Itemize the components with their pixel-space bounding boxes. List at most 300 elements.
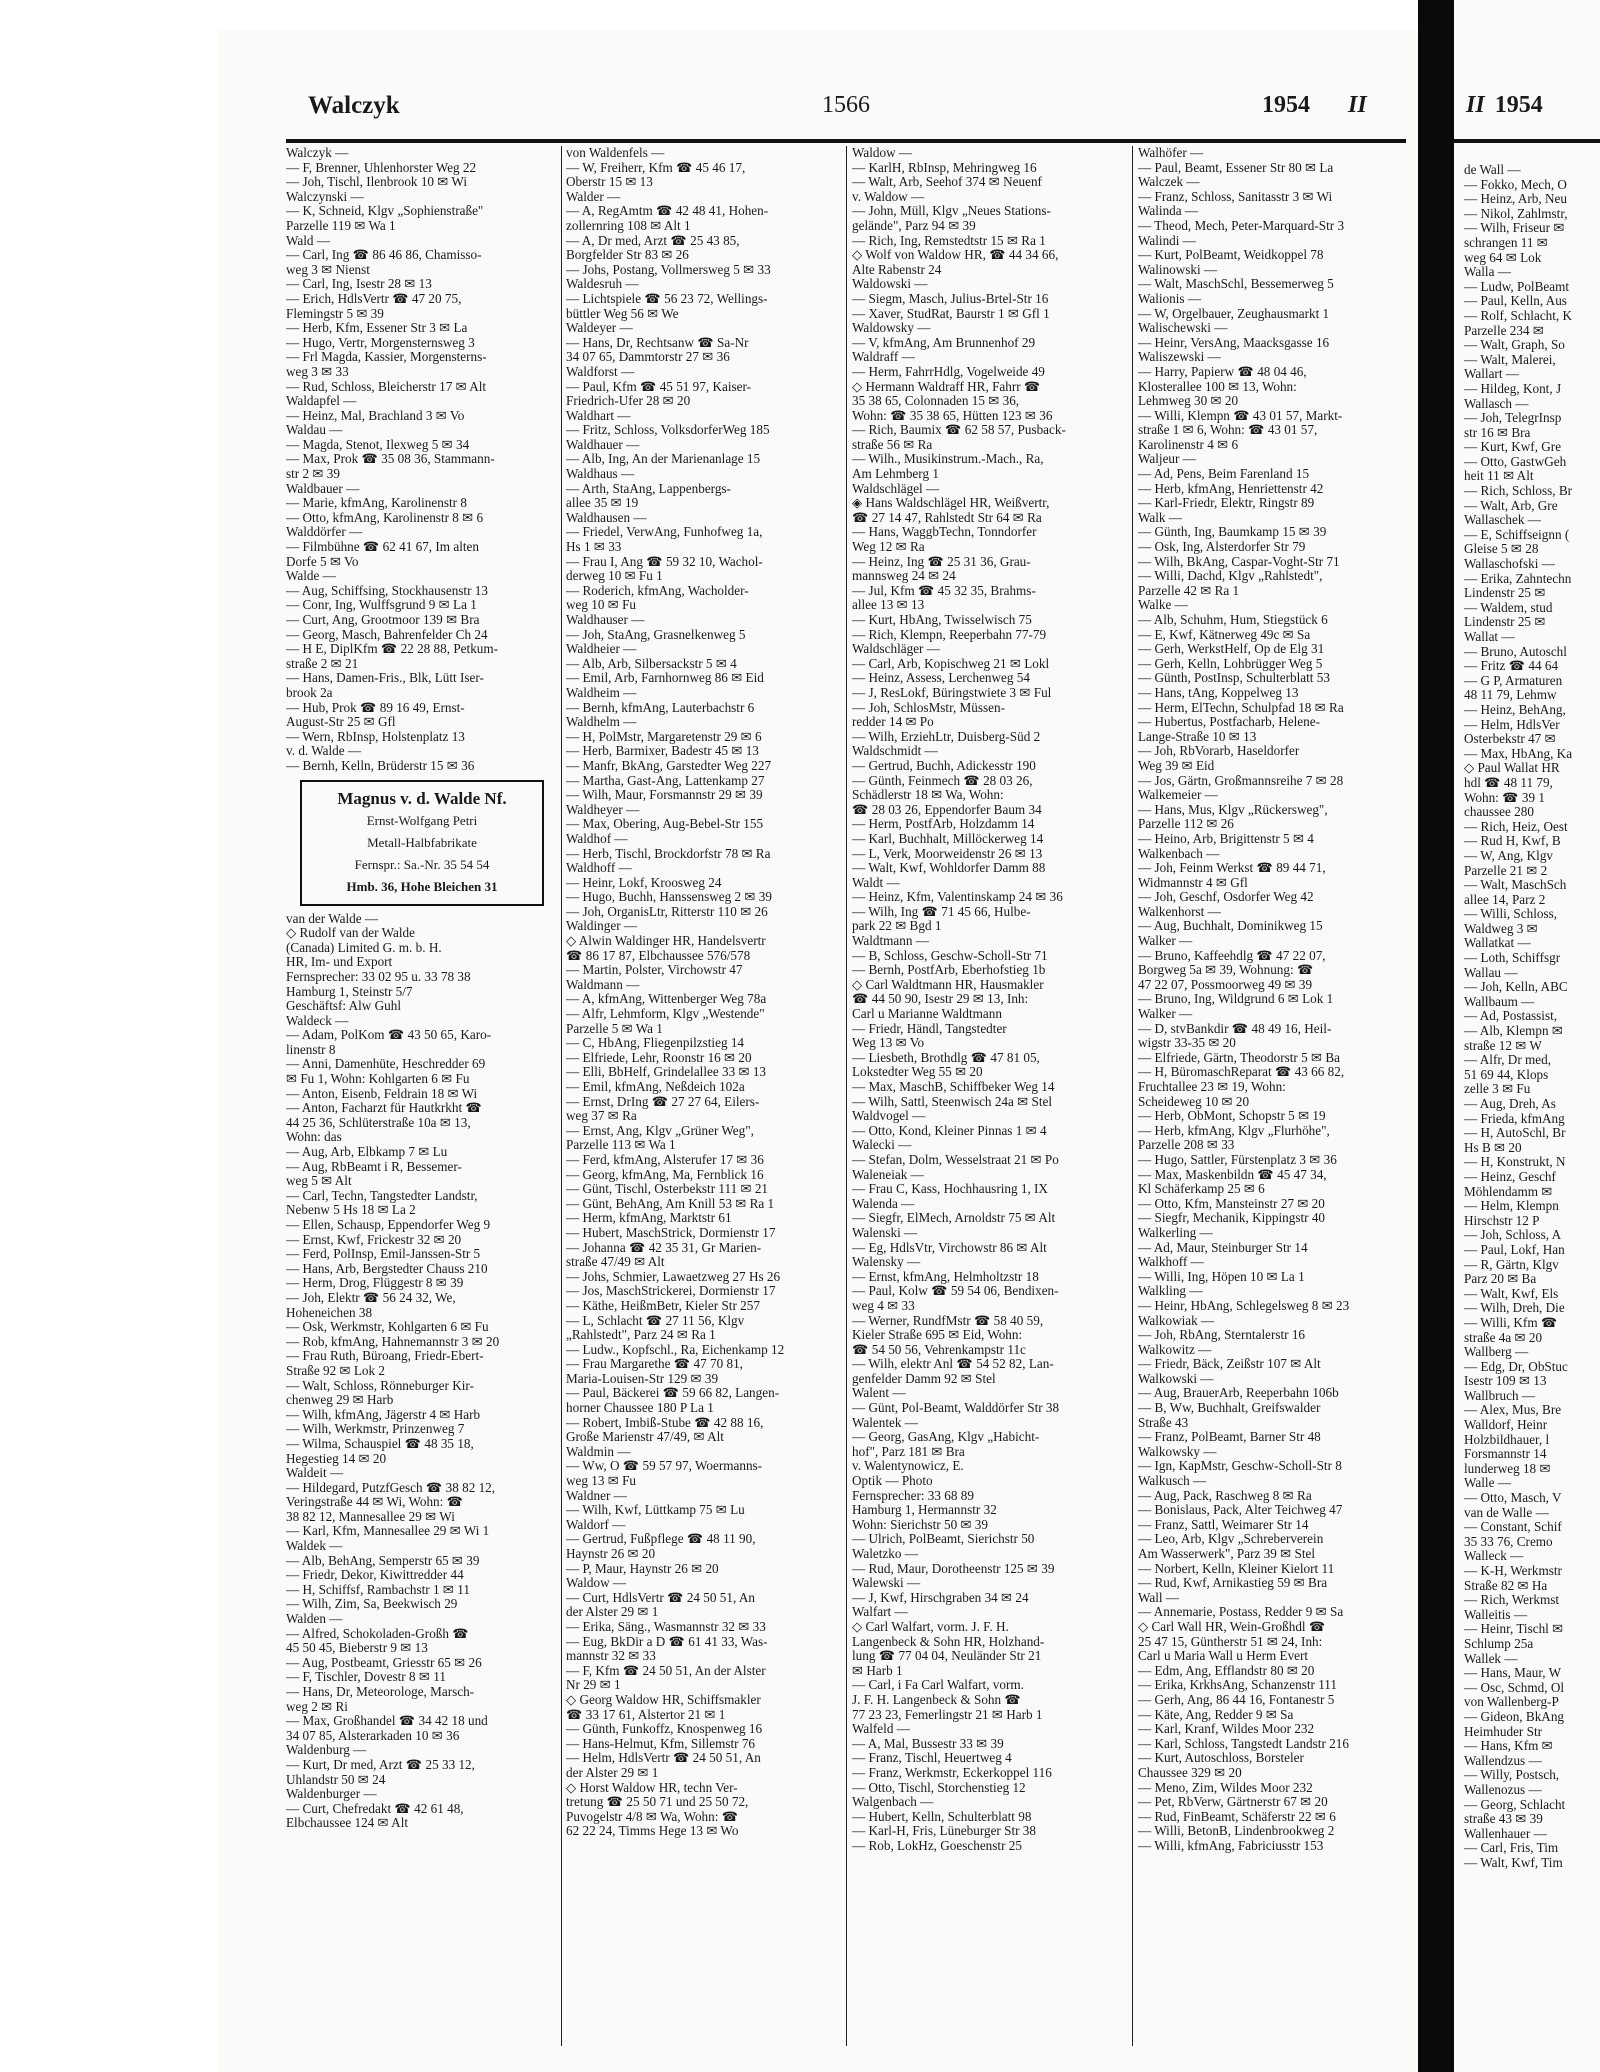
directory-entry-line: Dorfe 5 ✉ Vo [286,553,359,569]
directory-entry-line: — Aug, BrauerArb, Reeperbahn 106b [1138,1385,1339,1401]
directory-entry-line: — Eg, HdlsVtr, Virchowstr 86 ✉ Alt [852,1239,1047,1255]
directory-entry-line: — Aug, RbBeamt i R, Bessemer- [286,1158,462,1174]
directory-entry-line: Parzelle 21 ✉ 2 [1464,862,1548,878]
directory-entry-line: — Wilh, kfmAng, Jägerstr 4 ✉ Harb [286,1406,481,1422]
facing-page-column [1464,163,1600,1870]
directory-entry-line: Waldenburger — [286,1786,377,1802]
directory-entry-line: Walle — [1464,1475,1511,1491]
directory-entry-line: Borgweg 5a ✉ 39, Wohnung: ☎ [1138,962,1314,978]
directory-entry-line: — Aug, Pack, Raschweg 8 ✉ Ra [1138,1487,1312,1503]
directory-entry-line: Waldhauer — [566,436,640,452]
directory-entry-line: — Franz, Tischl, Heuertweg 4 [852,1750,1012,1766]
directory-entry-line: — Robert, Imbiß-Stube ☎ 42 88 16, [566,1414,764,1430]
directory-entry-line: — L, Verk, Moorweidenstr 26 ✉ 13 [852,845,1043,861]
directory-entry-line: Walenda — [852,1195,915,1211]
directory-entry-line: Lokstedter Weg 55 ✉ 20 [852,1064,983,1080]
directory-entry-line: — D, stvBankdir ☎ 48 49 16, Heil- [1138,1020,1332,1036]
directory-entry-line: — Helm, HdlsVer [1464,716,1560,732]
ad-address: Hmb. 36, Hohe Bleichen 31 [346,878,498,894]
directory-entry-line: — Heinz, Arb, Neu [1464,191,1567,207]
directory-entry-line: Klosterallee 100 ✉ 13, Wohn: [1138,378,1297,394]
directory-entry-line: 44 25 36, Schlüterstraße 10a ✉ 13, [286,1114,471,1130]
running-head-year: 1954 [1262,92,1310,118]
directory-entry-line: Waldtmann — [852,933,929,949]
directory-entry-line: Parzelle 119 ✉ Wa 1 [286,217,396,233]
directory-entry-line: Waldapfel — [286,393,357,409]
facing-page-header [1466,92,1543,119]
directory-entry-line: — Anton, Facharzt für Hautkrkht ☎ [286,1100,482,1116]
directory-entry-line: — Hans, Arb, Bergstedter Chauss 210 [286,1260,488,1276]
directory-entry-line: — R, Gärtn, Klgv [1464,1256,1559,1272]
directory-entry-line: — Bruno, Ing, Wildgrund 6 ✉ Lok 1 [1138,991,1334,1007]
directory-entry-line: brook 2a [286,684,333,700]
directory-entry-line: Walkowsky — [1138,1443,1217,1459]
directory-entry-line: — Ad, Postassist, [1464,1008,1558,1024]
directory-entry-line: — Walt, MaschSch [1464,877,1567,893]
directory-entry-line: — C, HbAng, Fliegenpilzstieg 14 [566,1035,745,1051]
facing-page [1454,0,1600,2072]
directory-entry-line: — Carl, Ing ☎ 86 46 86, Chamisso- [286,247,482,263]
directory-entry-line: Lindenstr 25 ✉ [1464,614,1546,630]
directory-entry-line: — Walt, Kwf, Wohldorfer Damm 88 [852,860,1046,876]
directory-entry-line: — Gertrud, Buchh, Adickesstr 190 [852,757,1036,773]
directory-entry-line: Straße 43 [1138,1414,1189,1430]
directory-entry-line: Isestr 109 ✉ 13 [1464,1373,1547,1389]
facing-page-volume: II [1466,92,1485,118]
directory-entry-line: Geschäftsf: Alw Guhl [286,998,402,1014]
directory-entry-line: — Otto, Kond, Kleiner Pinnas 1 ✉ 4 [852,1122,1047,1138]
directory-entry-line: — Rud, Maur, Dorotheenstr 125 ✉ 39 [852,1560,1055,1576]
directory-entry-line: — Paul, Kfm ☎ 45 51 97, Kaiser- [566,378,752,394]
directory-entry-line: Weg 39 ✉ Eid [1138,757,1215,773]
directory-entry-line: — Wilh, Friseur ✉ [1464,220,1565,236]
directory-entry-line: — Erich, HdlsVertr ☎ 47 20 75, [286,290,462,306]
directory-entry-line: Waldheyer — [566,801,640,817]
column-divider [561,146,562,2046]
directory-entry-line: ✉ Harb 1 [852,1662,903,1678]
directory-entry-line: — Carl, Fris, Tim [1464,1840,1559,1856]
directory-entry-line: 51 69 44, Klops [1464,1066,1549,1082]
directory-entry-line: Waldhof — [566,830,628,846]
directory-entry-line: — H, AutoSchl, Br [1464,1125,1566,1141]
directory-entry-line: — Annemarie, Postass, Redder 9 ✉ Sa [1138,1604,1344,1620]
directory-entry-line: — Erika, Zahntechn [1464,570,1572,586]
directory-entry-line: — Anni, Damenhüte, Heschredder 69 [286,1056,486,1072]
directory-entry-line: chaussee 280 [1464,804,1534,820]
directory-entry-line: Wallendzus — [1464,1752,1542,1768]
directory-entry-line: — Jul, Kfm ☎ 45 32 35, Brahms- [852,582,1036,598]
directory-entry-line: — Günt, Pol-Beamt, Walddörfer Str 38 [852,1400,1060,1416]
directory-entry-line: — Bernh, Kelln, Brüderstr 15 ✉ 36 [286,757,475,773]
directory-entry-line: Alte Rabenstr 24 [852,261,942,277]
directory-entry-line: ◇ Carl Waldtmann HR, Hausmakler [852,976,1044,992]
directory-entry-line: — Johanna ☎ 42 35 31, Gr Marien- [566,1239,762,1255]
directory-entry-line: Kl Schäferkamp 25 ✉ 6 [1138,1181,1265,1197]
directory-entry-line: Waldhauser — [566,612,645,627]
directory-entry-line: — W, Freiherr, Kfm ☎ 45 46 17, [566,159,746,175]
directory-entry-line: — Carl, Ing, Isestr 28 ✉ 13 [286,276,432,292]
directory-entry-line: — Heinz, Geschf [1464,1168,1556,1184]
directory-entry-line: — Kurt, Kwf, Gre [1464,439,1562,455]
directory-entry-line: — Harry, Papierw ☎ 48 04 46, [1138,363,1307,379]
column-1-entries-continued [286,912,556,1831]
directory-entry-line: — K, Schneid, Klgv „Sophienstraße" [286,203,484,219]
directory-entry-line: Walleitis — [1464,1606,1528,1622]
column-divider [1132,146,1133,2046]
directory-entry-line: — Alex, Mus, Bre [1464,1402,1562,1418]
directory-entry-line: — Günth, Feinmech ☎ 28 03 26, [852,772,1033,788]
directory-entry-line: — Bernh, PostfArb, Eberhofstieg 1b [852,962,1046,978]
directory-entry-line: Walinda — [1138,203,1199,219]
directory-entry-line: — Friedr, Händl, Tangstedter [852,1020,1007,1036]
directory-entry-line: Nebenw 5 Hs 18 ✉ La 2 [286,1202,416,1218]
directory-entry-line: — Eug, BkDir a D ☎ 61 41 33, Was- [566,1633,768,1649]
directory-entry-line: — H E, DiplKfm ☎ 22 28 88, Petkum- [286,641,499,657]
directory-entry-line: Straße 92 ✉ Lok 2 [286,1362,385,1378]
directory-entry-line: allee 13 ✉ 13 [852,597,925,613]
directory-entry-line: — Wern, RbInsp, Holstenplatz 13 [286,728,465,744]
directory-entry-line: — Rolf, Schlacht, K [1464,307,1573,323]
directory-entry-line: ☎ 86 17 87, Elbchaussee 576/578 [566,947,751,963]
directory-entry-line: — Georg, Masch, Bahrenfelder Ch 24 [286,626,488,642]
directory-entry-line: Waldeck — [286,1012,349,1028]
directory-entry-line: Hamburg 1, Hermannstr 32 [852,1502,997,1518]
directory-entry-line: Waldschmidt — [852,743,938,759]
directory-entry-line: straße 47/49 ✉ Alt [566,1254,665,1270]
directory-entry-line: — K-H, Werkmstr [1464,1563,1562,1578]
directory-entry-line: redder 14 ✉ Po [852,714,934,730]
directory-entry-line: Walkenhorst — [1138,903,1221,919]
directory-entry-line: — Wilh, Zim, Sa, Beekwisch 29 [286,1596,458,1612]
directory-entry-line: Wallat — [1464,629,1515,644]
directory-entry-line: von Waldenfels — [566,146,665,160]
directory-entry-line: Waldmann — [566,976,640,992]
directory-entry-line: — Ad, Pens, Beim Farenland 15 [1138,466,1310,482]
directory-entry-line: — Hubert, Kelln, Schulterblatt 98 [852,1808,1032,1824]
directory-entry-line: — A, Mal, Bussestr 33 ✉ 39 [852,1735,1004,1751]
directory-entry-line: — Aug, Schiffsing, Stockhausenstr 13 [286,582,488,598]
directory-entry-line: — Carl, Arb, Kopischweg 21 ✉ Lokl [852,655,1050,671]
directory-entry-line: Wallenozus — [1464,1781,1542,1797]
directory-entry-line: Wohn: Sierichstr 50 ✉ 39 [852,1516,988,1532]
directory-entry-line: — Emil, Arb, Farnhornweg 86 ✉ Eid [566,670,764,686]
directory-entry-line: — Theod, Mech, Peter-Marquard-Str 3 [1138,217,1345,233]
directory-entry-line: — Otto, Tischl, Storchenstieg 12 [852,1779,1026,1795]
directory-entry-line: Walinowski — [1138,261,1218,277]
directory-entry-line: — Frl Magda, Kassier, Morgensterns- [286,349,487,365]
directory-entry-line: — Ernst, DrIng ☎ 27 27 64, Eilers- [566,1093,760,1109]
directory-entry-line: Oberstr 15 ✉ 13 [566,174,653,190]
directory-entry-line: Waldschlägel — [852,480,940,496]
directory-entry-line: — Joh, OrganisLtr, Ritterstr 110 ✉ 26 [566,903,768,919]
directory-entry-line: Waleneiak — [852,1166,924,1182]
directory-entry-line: Walkowiak — [1138,1312,1215,1328]
directory-entry-line: Waldau — [286,422,343,438]
directory-entry-line: — Hugo, Buchh, Hanssensweg 2 ✉ 39 [566,889,772,905]
directory-entry-line: weg 3 ✉ Nienst [286,261,370,277]
directory-entry-line: Walleck — [1464,1548,1524,1564]
directory-entry-line: Veringstraße 44 ✉ Wi, Wohn: ☎ [286,1494,464,1510]
directory-entry-line: — Frau Margarethe ☎ 47 70 81, [566,1356,743,1372]
directory-entry-line: — Käthe, HeißmBetr, Kieler Str 257 [566,1297,760,1313]
directory-entry-line: Karolinenstr 4 ✉ 6 [1138,436,1239,452]
directory-entry-line: — Otto, Kfm, Mansteinstr 27 ✉ 20 [1138,1195,1325,1211]
directory-entry-line: Wallberg — [1464,1344,1529,1360]
directory-entry-line: — Rich, Klempn, Reeperbahn 77-79 [852,626,1047,642]
directory-entry-line: Wallasch — [1464,395,1529,411]
directory-entry-line: — Erika, KrkhsAng, Schanzenstr 111 [1138,1677,1337,1693]
directory-entry-line: — Georg, GasAng, Klgv „Habicht- [852,1429,1040,1445]
directory-entry-line: — Friedel, VerwAng, Funhofweg 1a, [566,524,763,540]
directory-entry-line: — Joh, RbVorarb, Haseldorfer [1138,743,1300,759]
directory-entry-line: van de Walle — [1464,1504,1549,1520]
directory-entry-line: — Walt, Arb, Seehof 374 ✉ Neuenf [852,174,1042,190]
directory-entry-line: Parz 20 ✉ Ba [1464,1271,1537,1287]
directory-entry-line: — W, Ang, Klgv [1464,847,1554,863]
directory-entry-line: — Günth, Funkoffz, Knospenweg 16 [566,1721,763,1737]
directory-entry-line: — H, Konstrukt, N [1464,1154,1566,1170]
directory-entry-line: — Wilh, Werkmstr, Prinzenweg 7 [286,1421,465,1437]
directory-entry-line: weg 37 ✉ Ra [566,1108,637,1124]
directory-entry-line: von Wallenberg-P [1464,1694,1559,1710]
directory-entry-line: 77 23 23, Femerlingstr 21 ✉ Harb 1 [852,1706,1043,1722]
directory-entry-line: Wall — [1138,1589,1180,1605]
directory-entry-line: Walensky — [852,1254,921,1270]
directory-entry-line: — Kurt, HbAng, Twisselwisch 75 [852,612,1032,627]
directory-entry-line: — Manfr, BkAng, Garstedter Weg 227 [566,757,772,773]
directory-entry-line: — Max, Großhandel ☎ 34 42 18 und [286,1713,488,1729]
directory-entry-line: lunderweg 18 ✉ [1464,1460,1551,1476]
directory-entry-line: — Ernst, Ang, Klgv „Grüner Weg", [566,1122,754,1138]
directory-entry-line: Waldeyer — [566,320,633,336]
directory-entry-line: — Wilh, elektr Anl ☎ 54 52 82, Lan- [852,1356,1054,1372]
directory-entry-line: — Wilh, BkAng, Caspar-Voght-Str 71 [1138,553,1340,569]
directory-entry-line: — KarlH, RbInsp, Mehringweg 16 [852,159,1037,175]
directory-entry-line: — Roderich, kfmAng, Wacholder- [566,582,749,598]
directory-entry-line: ✉ Fu 1, Wohn: Kohlgarten 6 ✉ Fu [286,1071,470,1087]
directory-entry-line: Waldbauer — [286,480,360,496]
directory-entry-line: — Hubert, MaschStrick, Dormienstr 17 [566,1224,776,1240]
directory-entry-line: Waljeur — [1138,451,1196,467]
directory-entry-line: Walker — [1138,933,1193,949]
directory-entry-line: — A, Dr med, Arzt ☎ 25 43 85, [566,232,740,248]
directory-entry-line: straße 2 ✉ 21 [286,655,359,671]
directory-entry-line: Waldow — [852,146,913,160]
directory-entry-line: Walla — [1464,264,1511,280]
directory-entry-line: derweg 10 ✉ Fu 1 [566,568,663,584]
directory-entry-line: — Wilma, Schauspiel ☎ 48 35 18, [286,1435,474,1451]
directory-entry-line: — Friedr, Bäck, Zeißstr 107 ✉ Alt [1138,1356,1321,1372]
directory-entry-line: — Günt, BehAng, Am Knill 53 ✉ Ra 1 [566,1195,775,1211]
directory-entry-line: — Nikol, Zahlmstr, [1464,205,1568,221]
directory-entry-line: — Rud, FinBeamt, Schäferstr 22 ✉ 6 [1138,1808,1336,1824]
directory-entry-line: allee 35 ✉ 19 [566,495,639,511]
directory-entry-line: — Franz, Werkmstr, Eckerkoppel 116 [852,1764,1052,1780]
directory-entry-line: — Heinz, Ing ☎ 25 31 36, Grau- [852,553,1031,569]
directory-entry-line: Maria-Louisen-Str 129 ✉ 39 [566,1370,719,1386]
directory-entry-line: — Otto, GastwGeh [1464,453,1567,469]
directory-entry-line: Carl u Marianne Waldtmann [852,1006,1002,1022]
directory-entry-line: — E, Schiffseignn ( [1464,526,1570,542]
directory-entry-line: — Frau I, Ang ☎ 59 32 10, Wachol- [566,553,763,569]
column-4-entries [1138,146,1410,1853]
directory-entry-line: HR, Im- und Export [286,954,393,970]
directory-entry-line: Walewski — [852,1575,921,1591]
directory-entry-line: — Werner, RundfMstr ☎ 58 40 59, [852,1312,1044,1328]
directory-entry-line: Wallaschofski — [1464,556,1555,572]
directory-entry-line: — Aug, Arb, Elbkamp 7 ✉ Lu [286,1144,448,1160]
directory-entry-line: — Walt, Kwf, Els [1464,1285,1559,1301]
directory-entry-line: Lindenstr 25 ✉ [1464,585,1546,601]
directory-entry-line: Walkowitz — [1138,1341,1212,1357]
directory-entry-line: ☎ 27 14 47, Rahlstedt Str 64 ✉ Ra [852,509,1042,525]
directory-entry-line: Wallek — [1464,1650,1518,1666]
directory-entry-line: — Herb, ObMont, Schopstr 5 ✉ 19 [1138,1108,1326,1124]
directory-entry-line: — Joh, Feinm Werkst ☎ 89 44 71, [1138,860,1326,876]
directory-entry-line: — Max, Obering, Aug-Bebel-Str 155 [566,816,764,832]
directory-entry-line: — Ferd, PolInsp, Emil-Janssen-Str 5 [286,1246,481,1262]
directory-entry-line: allee 14, Parz 2 [1464,891,1546,907]
column-1-entries [286,146,556,774]
directory-entry-line: — F, Kfm ☎ 24 50 51, An der Alster [566,1662,766,1678]
directory-entry-line: Straße 82 ✉ Ha [1464,1577,1548,1593]
directory-entry-line: weg 13 ✉ Fu [566,1473,637,1489]
directory-entry-line: — Hans, Maur, W [1464,1665,1562,1681]
column-3-entries [852,146,1122,1853]
directory-entry-line: — Alfred, Schokoladen-Großh ☎ [286,1625,469,1641]
directory-entry-line: — Adam, PolKom ☎ 43 50 65, Karo- [286,1027,492,1043]
directory-entry-line: — Paul, Beamt, Essener Str 80 ✉ La [1138,159,1334,175]
directory-entry-line: Fernsprecher: 33 68 89 [852,1487,974,1503]
directory-entry-line: — Conr, Ing, Wulffsgrund 9 ✉ La 1 [286,597,477,613]
column-divider [846,146,847,2046]
directory-entry-line: Waliszewski — [1138,349,1221,365]
directory-entry-line: — Gertrud, Fußpflege ☎ 48 11 90, [566,1531,756,1547]
column-4 [1138,146,1410,1853]
directory-entry-line: — A, kfmAng, Wittenberger Weg 78a [566,991,767,1007]
directory-entry-line: — Karl, Kranf, Wildes Moor 232 [1138,1721,1315,1737]
directory-entry-line: „Rahlstedt", Parz 24 ✉ Ra 1 [566,1327,716,1343]
directory-entry-line: Carl u Maria Wall u Herm Evert [1138,1648,1309,1664]
directory-entry-line: Hs B ✉ 20 [1464,1139,1522,1155]
directory-entry-line: — Georg, Schlacht [1464,1796,1566,1812]
directory-entry-line: — V, kfmAng, Am Brunnenhof 29 [852,334,1036,350]
directory-entry-line: ◇ Horst Waldow HR, techn Ver- [566,1779,738,1795]
directory-entry-line: — Helm, HdlsVertr ☎ 24 50 51, An [566,1750,761,1766]
directory-entry-line: — Constant, Schif [1464,1519,1562,1535]
directory-entry-line: — Siegfr, ElMech, Arnoldstr 75 ✉ Alt [852,1210,1056,1226]
directory-entry-line: — Bruno, Autoschl [1464,643,1567,659]
directory-entry-line: 38 82 12, Mannesallee 29 ✉ Wi [286,1508,455,1524]
directory-entry-line: — Stefan, Dolm, Wesselstraat 21 ✉ Po [852,1151,1059,1167]
directory-entry-line: — Jos, MaschStrickerei, Dormienstr 17 [566,1283,776,1299]
directory-entry-line: Waldheim — [566,684,637,700]
directory-entry-line: Waldeit — [286,1465,344,1481]
directory-entry-line: Wohn: ☎ 35 38 65, Hütten 123 ✉ 36 [852,407,1053,423]
directory-entry-line: — Elfriede, Gärtn, Theodorstr 5 ✉ Ba [1138,1049,1340,1065]
directory-entry-line: — Joh, Elektr ☎ 56 24 32, We, [286,1289,456,1305]
directory-entry-line: — Norbert, Kelln, Kleiner Kielort 11 [1138,1560,1335,1576]
directory-entry-line: Lehmweg 30 ✉ 20 [1138,393,1239,409]
directory-entry-line: Hirschstr 12 P [1464,1212,1540,1228]
directory-entry-line: der Alster 29 ✉ 1 [566,1604,659,1620]
directory-entry-line: — H, Schiffsf, Rambachstr 1 ✉ 11 [286,1581,470,1597]
column-2 [566,146,836,1839]
directory-entry-line: ☎ 44 50 90, Isestr 29 ✉ 13, Inh: [852,991,1029,1007]
directory-entry-line: August-Str 25 ✉ Gfl [286,714,396,730]
directory-entry-line: — Hubertus, Postfacharb, Helene- [1138,714,1321,730]
directory-entry-line: heit 11 ✉ Alt [1464,468,1534,484]
directory-entry-line: — W, Orgelbauer, Zeughausmarkt 1 [1138,305,1330,321]
directory-entry-line: ◇ Hermann Waldraff HR, Fahrr ☎ [852,378,1041,394]
directory-entry-line: hdl ☎ 48 11 79, [1464,774,1553,790]
directory-entry-line: ☎ 33 17 61, Alstertor 21 ✉ 1 [566,1706,726,1722]
directory-entry-line: Waldner — [566,1487,627,1503]
directory-entry-line: — Edm, Ang, Efflandstr 80 ✉ 20 [1138,1662,1315,1678]
directory-entry-line: — Heinr, Tischl ✉ [1464,1621,1564,1637]
directory-entry-line: — Frieda, kfmAng [1464,1110,1565,1126]
directory-entry-line: — Max, Prok ☎ 35 08 36, Stammann- [286,451,495,467]
directory-entry-line: Wallaschek — [1464,512,1541,528]
directory-entry-line: Waldraff — [852,349,915,365]
directory-entry-line: — Hans-Helmut, Kfm, Sillemstr 76 [566,1735,756,1751]
directory-entry-line: — Wilh., Musikinstrum.-Mach., Ra, [852,451,1044,467]
directory-entry-line: — Rich, Schloss, Br [1464,483,1573,499]
directory-entry-line: — Willi, Klempn ☎ 43 01 57, Markt- [1138,407,1343,423]
directory-entry-line: — Bernh, kfmAng, Lauterbachstr 6 [566,699,755,715]
directory-entry-line: Walddörfer — [286,524,363,540]
directory-entry-line: Waldesruh — [566,276,639,292]
directory-entry-line: — Bruno, Kaffeehdlg ☎ 47 22 07, [1138,947,1326,963]
directory-entry-line: — Georg, kfmAng, Ma, Fernblick 16 [566,1166,764,1182]
directory-entry-line: ◇ Alwin Waldinger HR, Handelsvertr [566,933,766,949]
directory-entry-line: Waldmin — [566,1443,631,1459]
directory-entry-line: Wallatkat — [1464,935,1531,951]
directory-entry-line: — Karl, Schloss, Tangstedt Landstr 216 [1138,1735,1349,1751]
directory-entry-line: — Joh, RbAng, Sterntalerstr 16 [1138,1327,1306,1343]
directory-entry-line: — Wilh, Kwf, Lüttkamp 75 ✉ Lu [566,1502,745,1518]
directory-entry-line: — Heinz, Kfm, Valentinskamp 24 ✉ 36 [852,889,1063,905]
running-head-volume: II [1348,92,1367,118]
directory-entry-line: — Ferd, kfmAng, Alsterufer 17 ✉ 36 [566,1151,764,1167]
directory-entry-line: Walkemeier — [1138,787,1218,803]
directory-entry-line: — Ernst, kfmAng, Helmholtzstr 18 [852,1268,1039,1284]
directory-entry-line: Walenski — [852,1224,918,1240]
directory-entry-line: Parzelle 208 ✉ 33 [1138,1137,1235,1153]
directory-entry-line: linenstr 8 [286,1041,336,1057]
directory-entry-line: ◇ Carl Walfart, vorm. J. F. H. [852,1618,1009,1634]
directory-entry-line: — Heino, Arb, Brigittenstr 5 ✉ 4 [1138,830,1314,846]
directory-entry-line: — Hans, Dr, Rechtsanw ☎ Sa-Nr [566,334,749,350]
directory-entry-line: Walkowski — [1138,1370,1214,1386]
directory-entry-line: — Franz, Schloss, Sanitasstr 3 ✉ Wi [1138,188,1333,204]
directory-entry-line: — Ulrich, PolBeamt, Sierichstr 50 [852,1531,1035,1547]
directory-entry-line: — Alb, Arb, Silbersackstr 5 ✉ 4 [566,655,737,671]
header-rule [286,139,1406,143]
directory-entry-line: genfelder Damm 92 ✉ Stel [852,1370,996,1386]
directory-entry-line: — Edg, Dr, ObStuc [1464,1358,1568,1374]
directory-entry-line: — Jos, Gärtn, Großmannsreihe 7 ✉ 28 [1138,772,1344,788]
directory-entry-line: Parzelle 234 ✉ [1464,322,1544,338]
directory-entry-line: wigstr 33-35 ✉ 20 [1138,1035,1236,1051]
directory-entry-line: Chaussee 329 ✉ 20 [1138,1764,1242,1780]
directory-entry-line: Langenbeck & Sohn HR, Holzhand- [852,1633,1045,1649]
directory-entry-line: — Pet, RbVerw, Gärtnerstr 67 ✉ 20 [1138,1794,1328,1810]
directory-entry-line: Walden — [286,1611,343,1627]
directory-entry-line: — Otto, kfmAng, Karolinenstr 8 ✉ 6 [286,509,484,525]
directory-entry-line: — L, Schlacht ☎ 27 11 56, Klgv [566,1312,745,1328]
directory-entry-line: — Gerh, Ang, 86 44 16, Fontanestr 5 [1138,1691,1335,1707]
